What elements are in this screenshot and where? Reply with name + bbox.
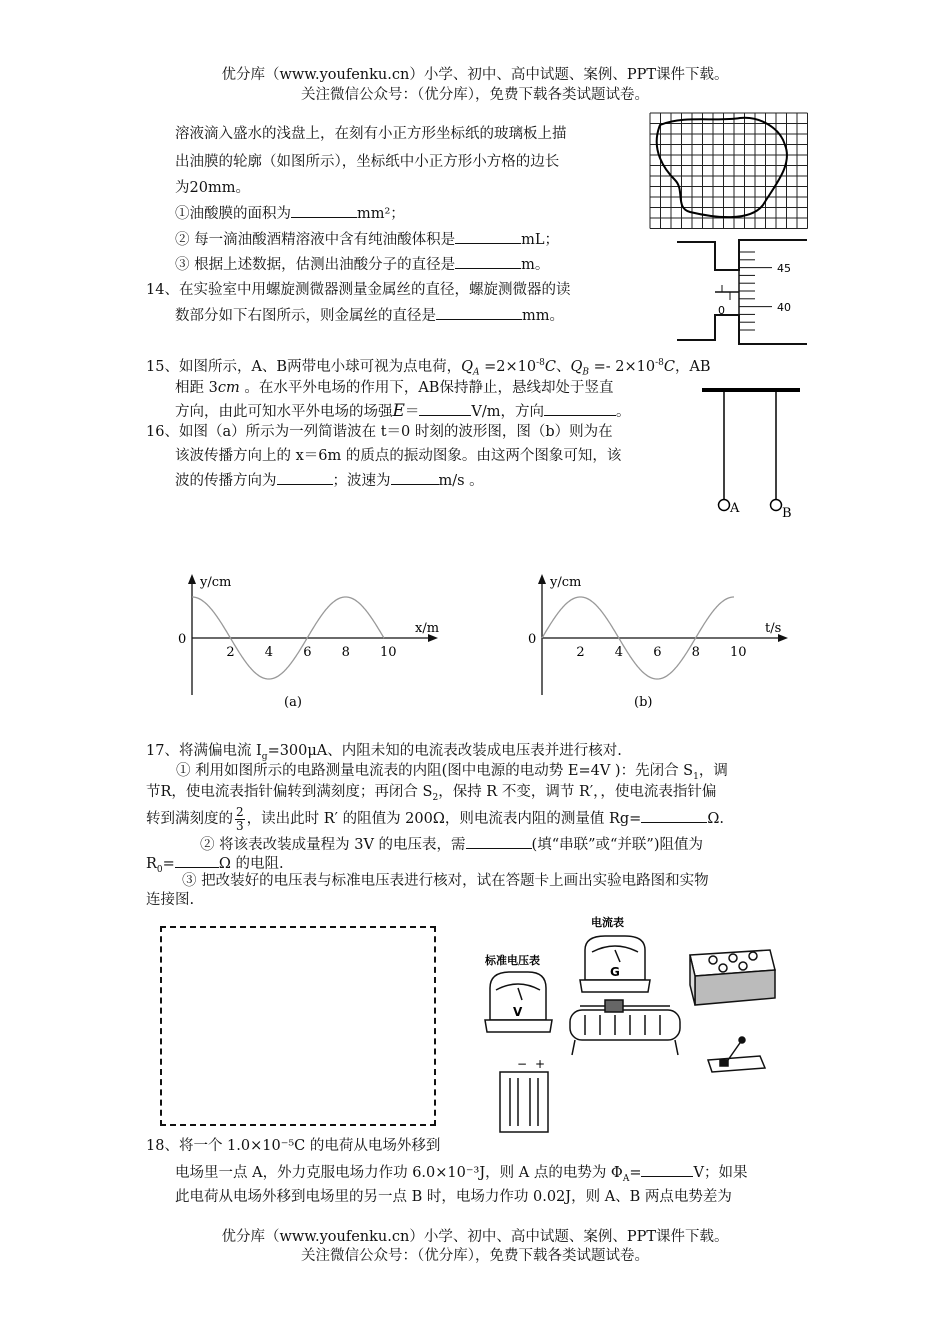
y-axis-arrow: [538, 574, 546, 584]
q13-sub-1: ①油酸膜的面积为 mm²；: [175, 203, 405, 224]
q14-line-1: 14、在实验室中用螺旋测微器测量金属丝的直径，螺旋测微器的读: [146, 282, 571, 298]
q13-sub-2: ② 每一滴油酸酒精溶液中含有纯油酸体积是 mL；: [175, 229, 559, 250]
apparatus-figure: [480, 910, 780, 1150]
wave-chart-b: [520, 570, 790, 715]
x-tick-label: 4: [614, 645, 624, 660]
y-axis-label: y/cm: [550, 575, 582, 590]
q16-line-1: 16、如图（a）所示为一列简谐波在 t＝0 时刻的波形图，图（b）则为在: [146, 424, 613, 440]
header-line-2: 关注微信公众号：（优分库），免费下载各类试题试卷。: [301, 87, 649, 103]
answer-blank[interactable]: [175, 853, 219, 868]
answer-blank[interactable]: [391, 470, 439, 485]
answer-blank[interactable]: [277, 470, 333, 485]
answer-blank[interactable]: [291, 203, 357, 218]
q17-line-4: 转到满刻度的 $\frac{2}{3}$ ，读出此时 R′ 的阻值为 200Ω，则电流表内阻的测量值 Rg= Ω.: [146, 804, 724, 833]
q16-line-3: 波的传播方向为 ；波速为 m/s 。: [175, 470, 484, 491]
answer-blank[interactable]: [466, 834, 532, 849]
q15-line-1: 15、如图所示，A、B两带电小球可视为点电荷，$Q_A =2\times 10^{-8}C$、$Q_B =- 2\times 10^{-8}C$，AB: [146, 358, 711, 378]
resistance-box: [690, 950, 775, 1005]
q17-line-6: $R_0= \Omega$ 的电阻.: [146, 853, 284, 880]
q17-line-5: ② 将该表改装成量程为 3V 的电压表，需 (填“串联”或“并联”)阻值为: [200, 834, 703, 855]
q17-line-1: 17、将满偏电流 $I_g=300\mu A$、内阻未知的电流表改装成电压表并进行核对.: [146, 743, 622, 762]
micrometer-label-45: 45: [777, 262, 791, 275]
charged-spheres-figure: [700, 385, 810, 525]
x-tick-label: 6: [303, 645, 312, 660]
knife-switch: [708, 1037, 765, 1072]
q17-line-7: ③ 把改装好的电压表与标准电压表进行核对，试在答题卡上画出实验电路图和实物: [182, 873, 709, 889]
answer-blank[interactable]: [455, 229, 521, 244]
origin-label: 0: [528, 632, 537, 647]
battery-minus: −: [517, 1057, 528, 1071]
y-axis-label: y/cm: [200, 575, 232, 590]
x-axis-label: t/s: [765, 621, 782, 636]
header-line-1: 优分库（www.youfenku.cn）小学、初中、高中试题、案例、PPT课件下载。: [221, 67, 729, 83]
micrometer-zero-label: 0: [718, 304, 725, 317]
x-tick-label: 6: [653, 645, 662, 660]
q18-line-2: 电场里一点 A，外力克服电场力作功 6.0×10⁻³J，则 A 点的电势为 $\Phi_A= V$；如果: [175, 1162, 747, 1189]
q14-line-2: 数部分如下右图所示，则金属丝的直径是 mm。: [175, 305, 564, 326]
q13-line-1: 溶液滴入盛水的浅盘上，在刻有小正方形坐标纸的玻璃板上描: [175, 126, 567, 142]
chart-caption: (b): [634, 695, 653, 710]
q18-line-1: 18、将一个 1.0×10⁻⁵C 的电荷从电场外移到: [146, 1138, 441, 1154]
q17-line-8: 连接图.: [146, 892, 195, 908]
ammeter-g: [580, 936, 650, 992]
wave-chart-a: [170, 570, 440, 715]
q17-line-2: ① 利用如图所示的电路测量电流表的内阻(图中电源的电动势 E=4V )：先闭合 $S_1$，调: [176, 763, 728, 782]
answer-blank[interactable]: [436, 305, 522, 320]
battery-plus: +: [535, 1057, 546, 1071]
answer-blank[interactable]: [544, 401, 616, 416]
battery: [500, 1072, 548, 1132]
q18-line-3: 此电荷从电场外移到电场里的另一点 B 时，电场力作功 0.02J，则 A、B 两点电势差为: [175, 1189, 732, 1205]
micrometer-label-40: 40: [777, 301, 791, 314]
oil-film-grid-figure: [645, 110, 810, 235]
fraction-two-thirds: $\frac{2}{3}$: [236, 804, 244, 833]
answer-blank[interactable]: [641, 808, 707, 823]
q13-line-3: 为20mm。: [175, 180, 250, 196]
answer-blank[interactable]: [419, 401, 471, 416]
x-tick-label: 4: [264, 645, 274, 660]
q13-sub-3: ③ 根据上述数据，估测出油酸分子的直径是 m。: [175, 254, 549, 275]
q13-line-2: 出油膜的轮廓（如图所示），坐标纸中小正方形小方格的边长: [175, 154, 560, 170]
x-tick-label: 2: [576, 645, 585, 660]
q17-line-3: 节R，使电流表指针偏转到满刻度；再闭合 $S_2$，保持 R 不变，调节 R′，，使电流表指针偏: [146, 784, 717, 803]
sphere-a-label: A: [730, 501, 740, 516]
x-tick-label: 8: [341, 645, 350, 660]
sphere-b-label: B: [782, 506, 792, 521]
footer-line-1: 优分库（www.youfenku.cn）小学、初中、高中试题、案例、PPT课件下载。: [221, 1229, 729, 1245]
answer-blank[interactable]: [641, 1162, 693, 1177]
g-letter: G: [610, 965, 620, 979]
x-axis-label: x/m: [415, 621, 440, 636]
y-axis-arrow: [188, 574, 196, 584]
footer-line-2: 关注微信公众号：（优分库），免费下载各类试题试卷。: [301, 1248, 649, 1264]
q15-line-2: 相距 3cm 。在水平外电场的作用下，AB保持静止，悬线却处于竖直: [175, 380, 614, 396]
chart-caption: (a): [284, 695, 302, 710]
x-tick-label: 8: [691, 645, 700, 660]
answer-drawing-box[interactable]: [160, 926, 436, 1126]
x-tick-label: 10: [380, 645, 397, 660]
q16-line-2: 该波传播方向上的 x＝6m 的质点的振动图象。由这两个图象可知，该: [175, 448, 622, 464]
voltmeter-label: 标准电压表: [485, 954, 540, 967]
ammeter-label: 电流表: [591, 916, 624, 929]
origin-label: 0: [178, 632, 187, 647]
answer-blank[interactable]: [455, 254, 521, 269]
micrometer-figure: [677, 240, 807, 345]
voltmeter-v: [485, 972, 552, 1032]
rheostat: [570, 1000, 680, 1055]
x-tick-label: 2: [226, 645, 235, 660]
v-letter: V: [513, 1005, 523, 1019]
q15-line-3: 方向，由此可知水平外电场的场强E＝ V/m，方向 。: [175, 401, 631, 421]
x-tick-label: 10: [730, 645, 747, 660]
